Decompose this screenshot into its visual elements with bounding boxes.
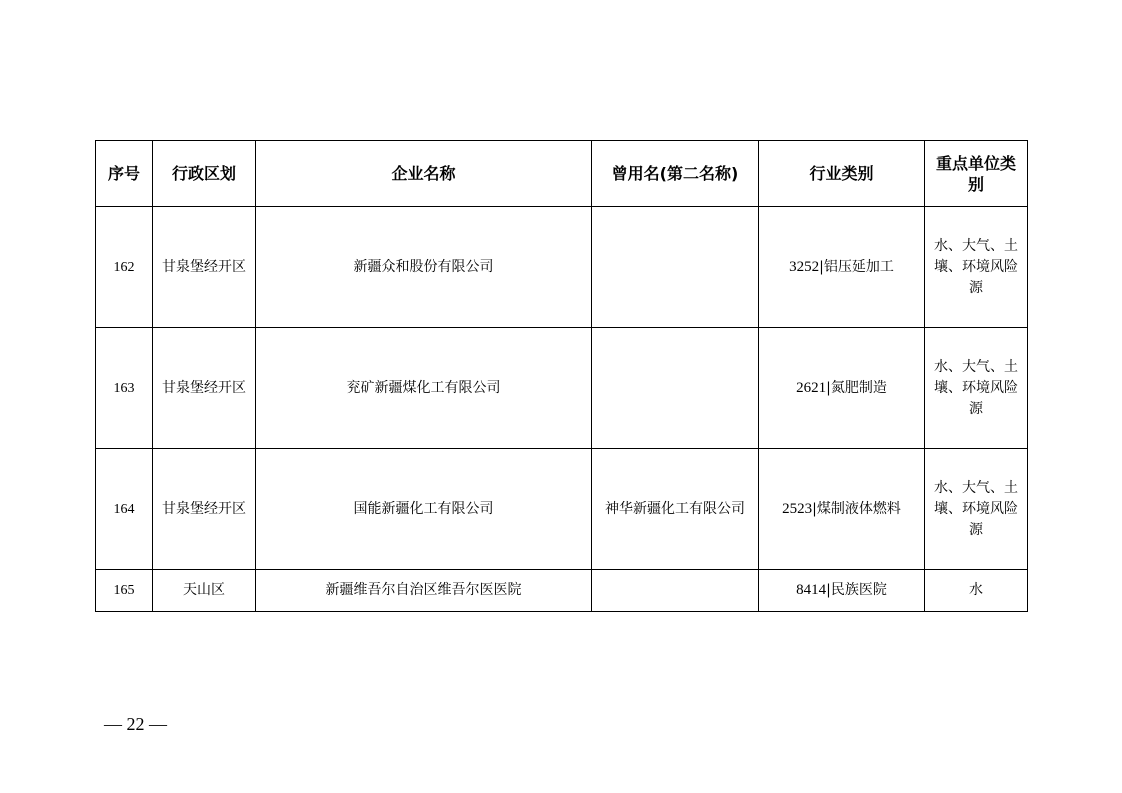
- cell-industry: 2523|煤制液体燃料: [759, 449, 925, 570]
- page-number: — 22 —: [104, 714, 167, 734]
- cell-district: 甘泉堡经开区: [153, 449, 256, 570]
- industry-name: 铝压延加工: [823, 258, 894, 275]
- industry-code: 3252: [789, 258, 820, 275]
- cell-unit-type: 水、大气、土壤、环境风险源: [925, 449, 1028, 570]
- cell-industry: 3252|铝压延加工: [759, 207, 925, 328]
- cell-company: 国能新疆化工有限公司: [256, 449, 592, 570]
- cell-serial: 163: [96, 328, 153, 449]
- cell-former-name: [592, 570, 759, 612]
- industry-code: 8414: [796, 582, 827, 598]
- cell-former-name: 神华新疆化工有限公司: [592, 449, 759, 570]
- header-unit-type: 重点单位类别: [925, 141, 1028, 207]
- industry-name: 氮肥制造: [830, 379, 887, 396]
- cell-company: 新疆维吾尔自治区维吾尔医医院: [256, 570, 592, 612]
- table-row: [96, 449, 1028, 570]
- cell-company: 兖矿新疆煤化工有限公司: [256, 328, 592, 449]
- cell-unit-type: 水、大气、土壤、环境风险源: [925, 328, 1028, 449]
- cell-serial: 165: [96, 570, 153, 612]
- cell-industry: 2621|氮肥制造: [759, 328, 925, 449]
- industry-name: 煤制液体燃料: [816, 500, 901, 517]
- header-serial: 序号: [96, 141, 153, 207]
- enterprise-table: [95, 140, 1028, 612]
- industry-code: 2523: [782, 500, 813, 517]
- industry-name: 民族医院: [830, 582, 887, 598]
- header-industry: 行业类别: [759, 141, 925, 207]
- industry-code: 2621: [796, 379, 827, 396]
- cell-serial: 162: [96, 207, 153, 328]
- table-row: [96, 328, 1028, 449]
- header-former-name: 曾用名(第二名称): [592, 141, 759, 207]
- cell-company: 新疆众和股份有限公司: [256, 207, 592, 328]
- cell-unit-type: 水、大气、土壤、环境风险源: [925, 207, 1028, 328]
- cell-former-name: [592, 207, 759, 328]
- cell-district: 甘泉堡经开区: [153, 328, 256, 449]
- header-company: 企业名称: [256, 141, 592, 207]
- cell-district: 天山区: [153, 570, 256, 612]
- cell-industry: 8414|民族医院: [759, 570, 925, 612]
- table-row: [96, 207, 1028, 328]
- cell-serial: 164: [96, 449, 153, 570]
- table-header-row: [96, 141, 1028, 207]
- cell-district: 甘泉堡经开区: [153, 207, 256, 328]
- table-row: [96, 570, 1028, 612]
- header-district: 行政区划: [153, 141, 256, 207]
- cell-former-name: [592, 328, 759, 449]
- cell-unit-type: 水: [925, 570, 1028, 612]
